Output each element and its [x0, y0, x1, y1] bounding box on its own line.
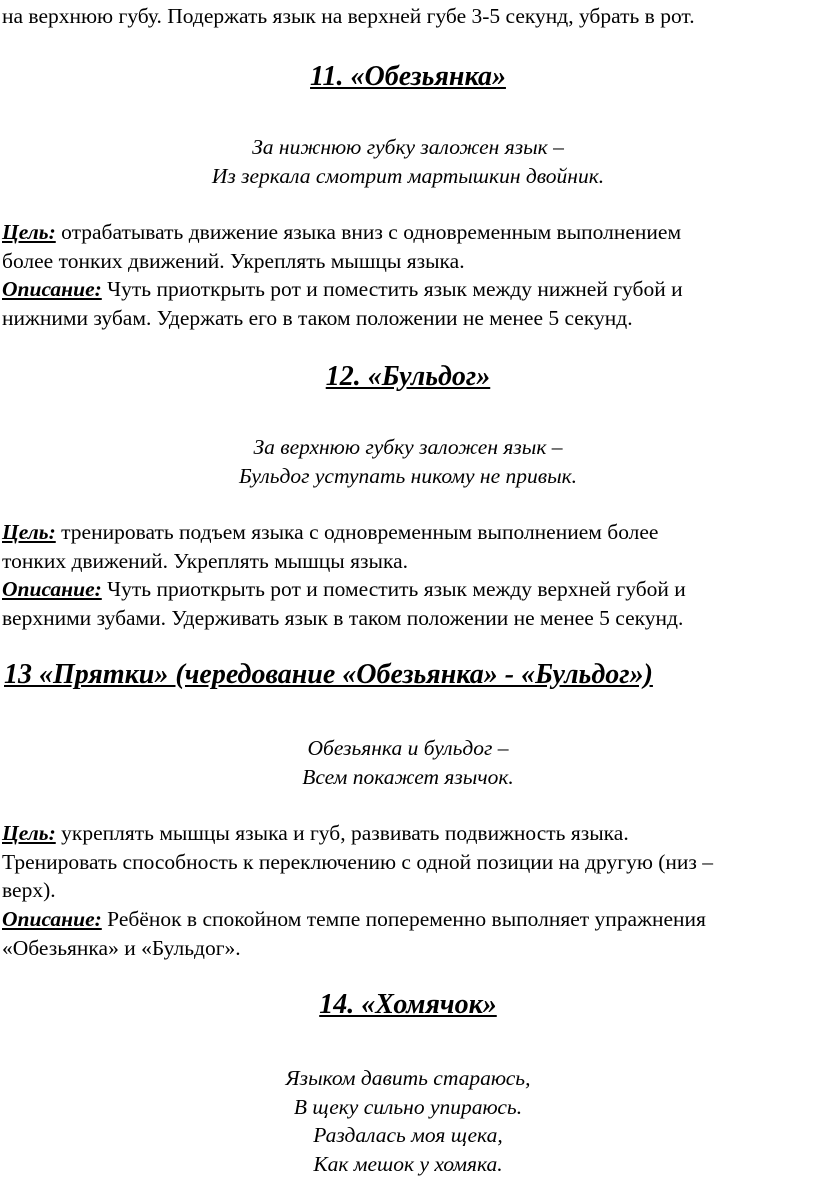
intro-text: на верхнюю губу. Подержать язык на верхней губе 3-5 секунд, убрать в рот.: [2, 2, 695, 31]
poem-line: Как мешок у хомяка.: [0, 1150, 816, 1178]
exercise-12-title: 12. «Бульдог»: [0, 360, 816, 394]
exercise-14-poem: [0, 1064, 816, 1178]
exercise-13-poem: [0, 734, 816, 791]
goal-text: укреплять мышцы языка и губ, развивать подвижность языка.: [61, 821, 629, 845]
description-text: Чуть приоткрыть рот и поместить язык между нижней губой и: [107, 277, 682, 301]
poem-line: Из зеркала смотрит мартышкин двойник.: [0, 162, 816, 191]
exercise-12-poem: [0, 433, 816, 490]
goal-label: Цель:: [2, 520, 56, 544]
goal-text: тренировать подъем языка с одновременным выполнением более: [61, 520, 658, 544]
exercise-14-title: 14. «Хомячок»: [0, 988, 816, 1022]
goal-text: Тренировать способность к переключению с одной позиции на другую (низ –: [2, 848, 814, 877]
goal-text: верх).: [2, 876, 814, 905]
goal-text: тонких движений. Укреплять мышцы языка.: [2, 547, 814, 576]
goal-text: отрабатывать движение языка вниз с одновременным выполнением: [61, 220, 681, 244]
goal-label: Цель:: [2, 821, 56, 845]
poem-line: Бульдог уступать никому не привык.: [0, 462, 816, 491]
description-text: Ребёнок в спокойном темпе попеременно выполняет упражнения: [107, 907, 706, 931]
poem-line: В щеку сильно упираюсь.: [0, 1093, 816, 1122]
description-text: нижними зубам. Удержать его в таком положении не менее 5 секунд.: [2, 304, 814, 333]
description-label: Описание:: [2, 277, 102, 301]
exercise-13-goal: [2, 819, 814, 905]
description-text: верхними зубами. Удерживать язык в таком положении не менее 5 секунд.: [2, 604, 814, 633]
exercise-11-title: 11. «Обезьянка»: [0, 60, 816, 94]
description-label: Описание:: [2, 577, 102, 601]
exercise-11-poem: [0, 133, 816, 190]
goal-label: Цель:: [2, 220, 56, 244]
exercise-12-goal: [2, 518, 814, 575]
goal-text: более тонких движений. Укреплять мышцы языка.: [2, 247, 814, 276]
poem-line: За нижнюю губку заложен язык –: [0, 133, 816, 162]
poem-line: Всем покажет язычок.: [0, 763, 816, 792]
exercise-11-goal: [2, 218, 814, 275]
poem-line: Раздалась моя щека,: [0, 1121, 816, 1150]
exercise-12-description: [2, 575, 814, 632]
poem-line: За верхнюю губку заложен язык –: [0, 433, 816, 462]
description-text: Чуть приоткрыть рот и поместить язык между верхней губой и: [107, 577, 686, 601]
exercise-13-title: 13 «Прятки» (чередование «Обезьянка» - «Бульдог»): [4, 658, 816, 692]
exercise-13-description: [2, 905, 814, 962]
exercise-11-description: [2, 275, 814, 332]
description-label: Описание:: [2, 907, 102, 931]
poem-line: Языком давить стараюсь,: [0, 1064, 816, 1093]
poem-line: Обезьянка и бульдог –: [0, 734, 816, 763]
description-text: «Обезьянка» и «Бульдог».: [2, 934, 814, 963]
